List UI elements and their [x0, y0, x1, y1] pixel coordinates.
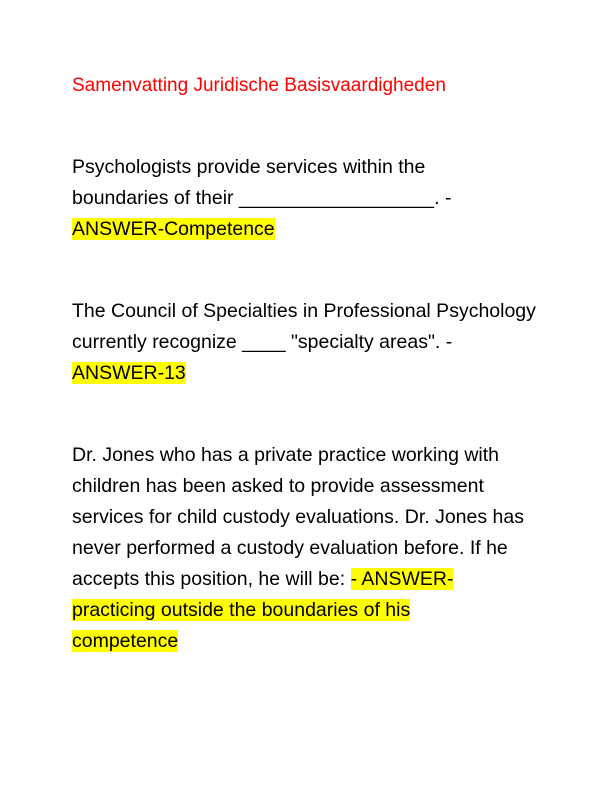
answer-3-highlight-3: competence: [72, 630, 179, 652]
question-3-line-3: services for child custody evaluations. Dr. Jones has: [72, 506, 524, 528]
answer-3-highlight-2: practicing outside the boundaries of his: [72, 599, 411, 621]
question-3-line-5: accepts this position, he will be:: [72, 568, 351, 590]
question-3-line-2: children has been asked to provide assessment: [72, 475, 484, 497]
question-1-line-1: Psychologists provide services within the: [72, 156, 426, 178]
question-3-line-4: never performed a custody evaluation before. If he: [72, 537, 508, 559]
question-block-2: [72, 296, 552, 389]
question-2-line-1: The Council of Specialties in Professional Psychology: [72, 300, 536, 322]
question-block-1: [72, 152, 552, 245]
question-block-3: [72, 440, 552, 657]
question-2-line-2: currently recognize ____ "specialty areas". -: [72, 331, 453, 353]
question-3-line-1: Dr. Jones who has a private practice working with: [72, 444, 500, 466]
answer-1-highlight: ANSWER-Competence: [72, 218, 275, 240]
question-1-line-2: boundaries of their __________________. -: [72, 187, 452, 209]
document-title: Samenvatting Juridische Basisvaardigheden: [72, 75, 446, 96]
answer-2-highlight: ANSWER-13: [72, 362, 186, 384]
answer-3-highlight-1: - ANSWER-: [350, 568, 454, 590]
